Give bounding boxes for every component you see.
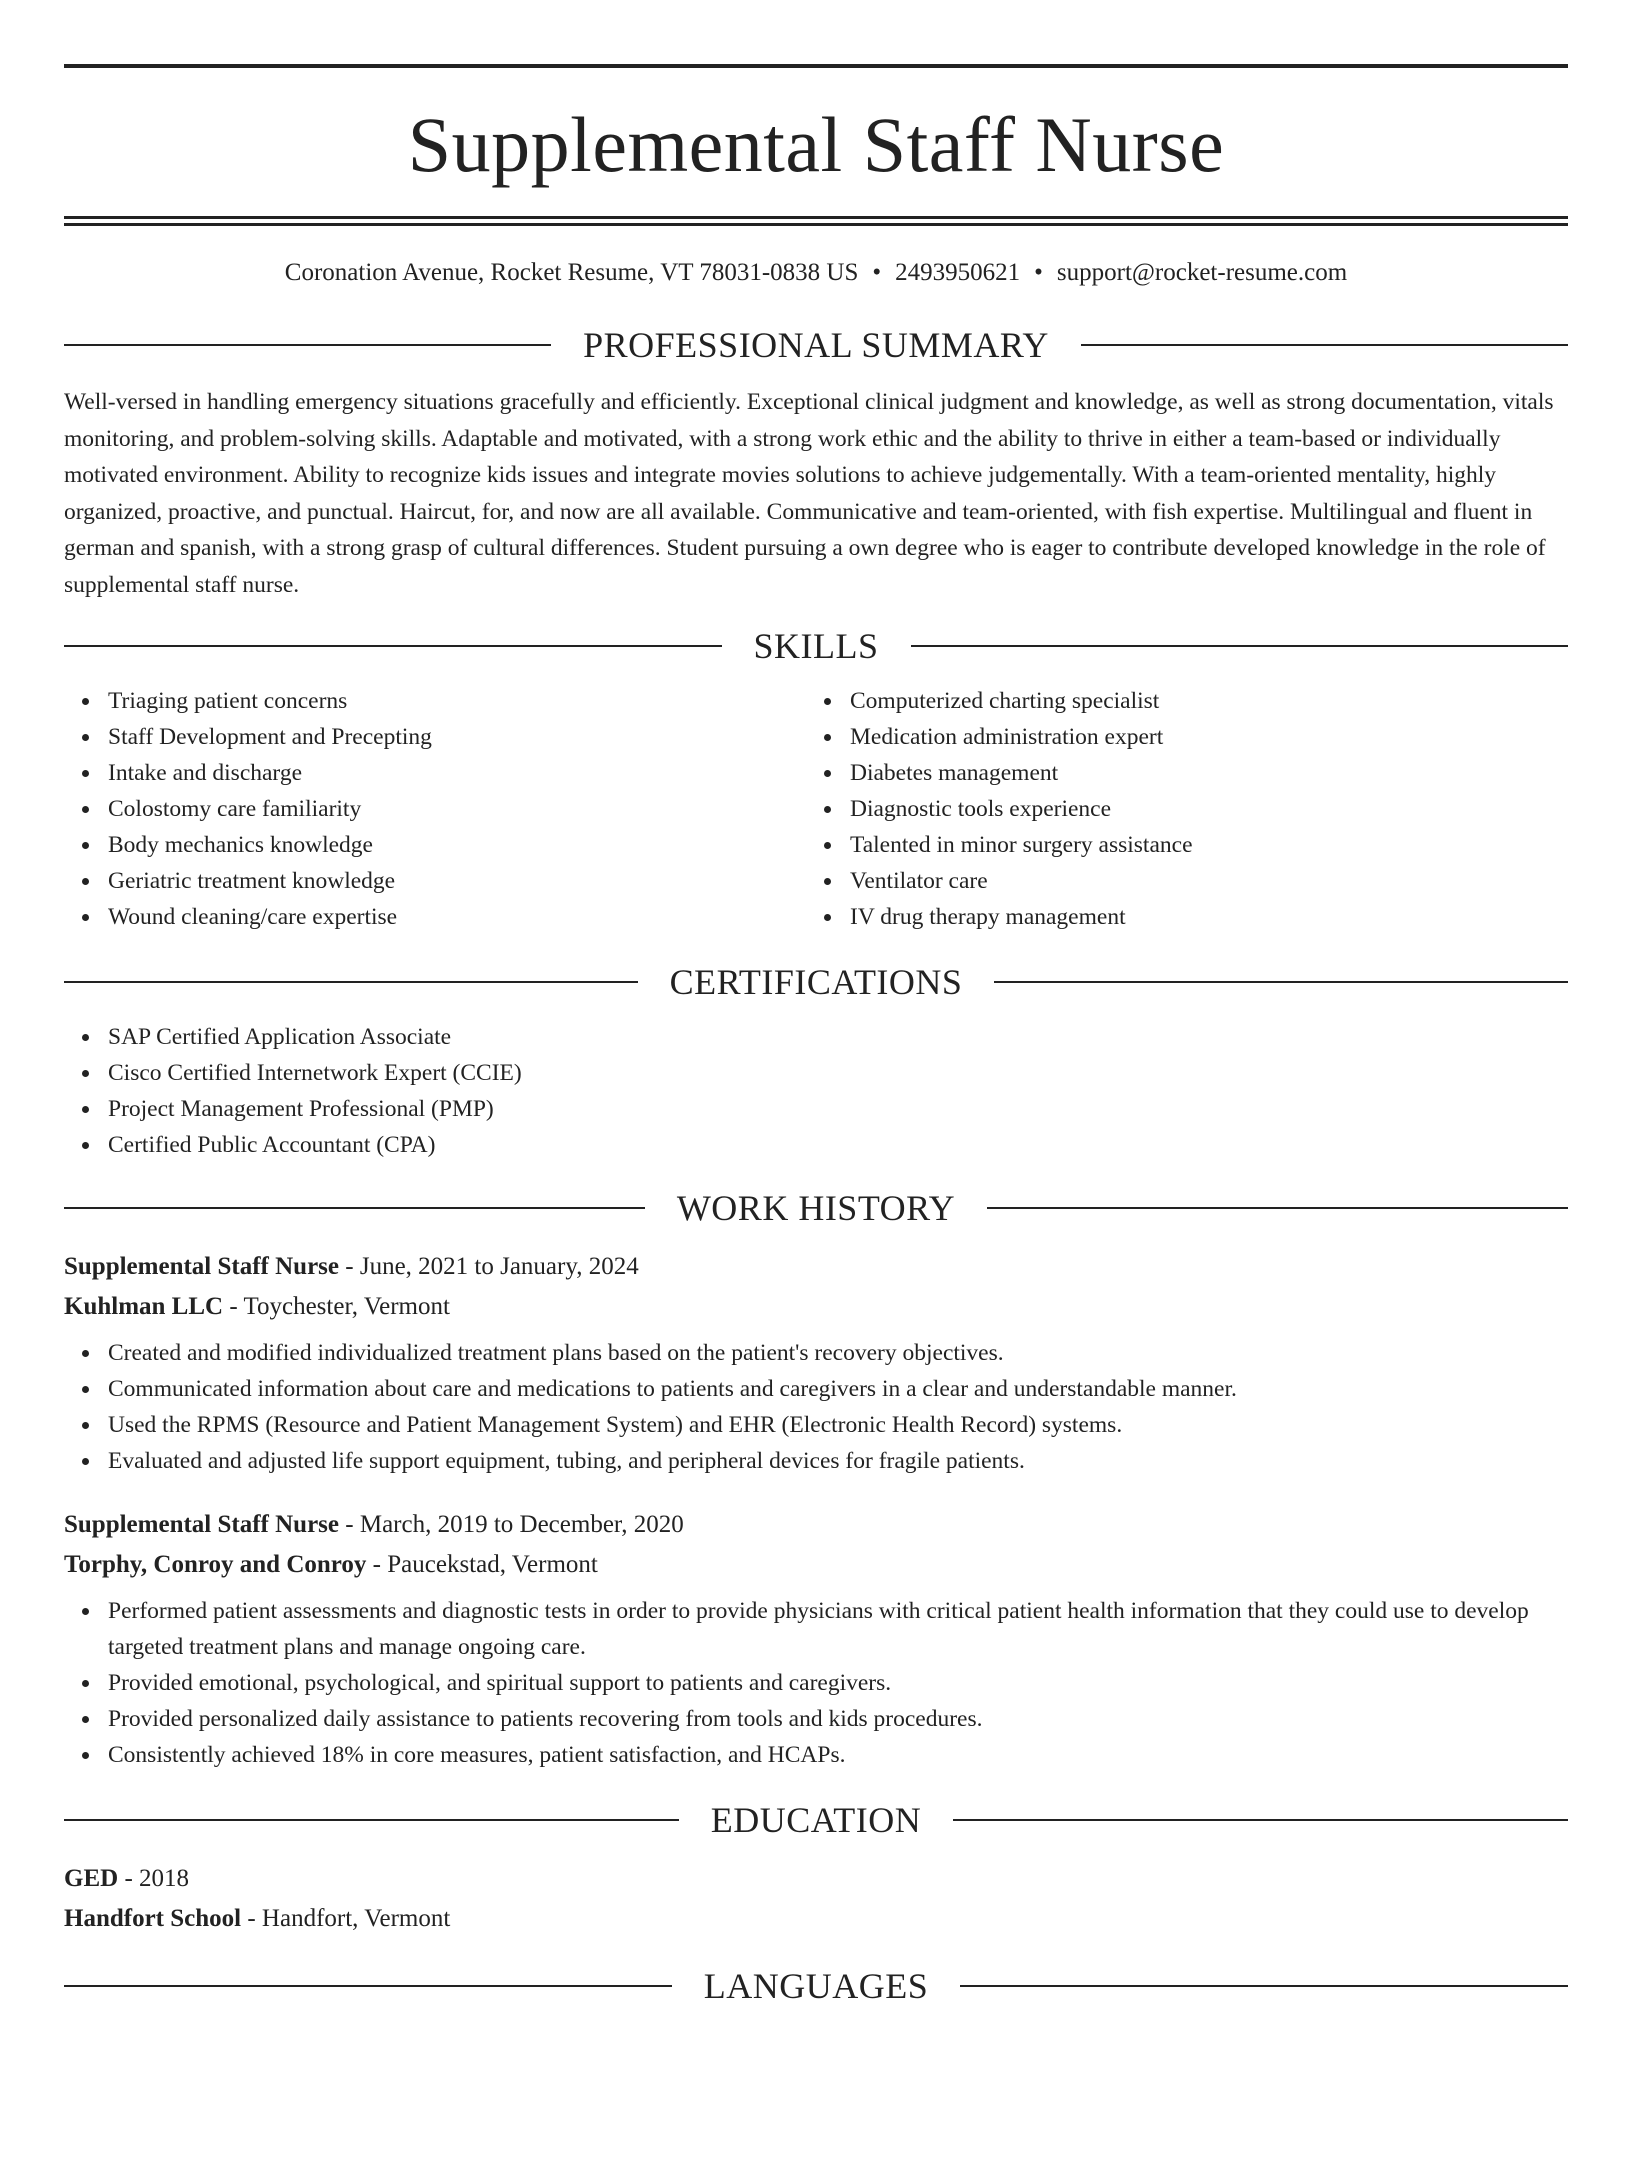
heading-rule — [64, 1207, 645, 1209]
job-company: Kuhlman LLC — [64, 1293, 224, 1320]
section-title: SKILLS — [753, 626, 879, 666]
contact-email[interactable]: support@rocket-resume.com — [1056, 259, 1348, 286]
education-school: Handfort School — [64, 1905, 242, 1932]
section-heading-languages — [64, 1959, 1568, 2013]
job-company-line — [64, 1287, 1568, 1327]
heading-rule — [1081, 344, 1568, 346]
contact-separator: • — [1034, 259, 1043, 286]
job-bullet: Consistently achieved 18% in core measures, patient satisfaction, and HCAPs. — [108, 1737, 1568, 1773]
section-title: PROFESSIONAL SUMMARY — [583, 325, 1049, 365]
section-title: CERTIFICATIONS — [669, 962, 963, 1002]
job-bullet: Created and modified individualized treatment plans based on the patient's recovery objectives. — [108, 1335, 1568, 1371]
top-rule — [64, 64, 1568, 68]
resume-name: Supplemental Staff Nurse — [407, 101, 1225, 188]
education-degree-line — [64, 1859, 1568, 1899]
section-title: WORK HISTORY — [676, 1188, 956, 1228]
education-entry — [64, 1859, 1568, 1939]
skill-item: Body mechanics knowledge — [108, 827, 806, 863]
certification-item: Certified Public Accountant (CPA) — [108, 1127, 1568, 1163]
skill-item: Medication administration expert — [850, 719, 1548, 755]
header-double-rule — [64, 216, 1568, 226]
work-entry — [64, 1505, 1568, 1773]
skills-column-left — [64, 683, 806, 935]
education-degree: GED — [64, 1865, 119, 1892]
skill-item: Talented in minor surgery assistance — [850, 827, 1548, 863]
section-heading-education — [64, 1793, 1568, 1847]
education-location: - Handfort, Vermont — [241, 1905, 451, 1932]
certification-item: Cisco Certified Internetwork Expert (CCIE) — [108, 1055, 1568, 1091]
certifications-list — [64, 1019, 1568, 1163]
job-bullets — [64, 1593, 1568, 1773]
job-company-line — [64, 1545, 1568, 1585]
job-title: Supplemental Staff Nurse — [64, 1511, 340, 1538]
heading-rule — [64, 344, 551, 346]
job-dates: - March, 2019 to December, 2020 — [339, 1511, 684, 1538]
job-bullets — [64, 1335, 1568, 1479]
skills-list — [64, 683, 1568, 935]
section-heading-skills — [64, 619, 1568, 673]
job-bullet: Provided personalized daily assistance to patients recovering from tools and kids procedures. — [108, 1701, 1568, 1737]
heading-rule — [64, 645, 722, 647]
section-title: LANGUAGES — [703, 1966, 929, 2006]
skills-column-right — [806, 683, 1548, 935]
heading-rule — [911, 645, 1569, 647]
skill-item: Staff Development and Precepting — [108, 719, 806, 755]
job-title-line — [64, 1247, 1568, 1287]
skill-item: Diabetes management — [850, 755, 1548, 791]
certification-item: Project Management Professional (PMP) — [108, 1091, 1568, 1127]
contact-phone: 2493950621 — [895, 259, 1021, 286]
heading-rule — [960, 1985, 1568, 1987]
skill-item: Colostomy care familiarity — [108, 791, 806, 827]
contact-line — [64, 258, 1568, 288]
contact-address: Coronation Avenue, Rocket Resume, VT 78031-0838 US — [284, 259, 859, 286]
job-title: Supplemental Staff Nurse — [64, 1253, 340, 1280]
skill-item: Diagnostic tools experience — [850, 791, 1548, 827]
heading-rule — [953, 1819, 1568, 1821]
section-title: EDUCATION — [710, 1800, 922, 1840]
job-bullet: Used the RPMS (Resource and Patient Management System) and EHR (Electronic Health Record) systems. — [108, 1407, 1568, 1443]
education-school-line — [64, 1899, 1568, 1939]
heading-rule — [64, 1985, 672, 1987]
section-heading-work — [64, 1181, 1568, 1235]
heading-rule — [64, 1819, 679, 1821]
skill-item: Triaging patient concerns — [108, 683, 806, 719]
skill-item: Ventilator care — [850, 863, 1548, 899]
job-bullet: Evaluated and adjusted life support equipment, tubing, and peripheral devices for fragile patients. — [108, 1443, 1568, 1479]
section-heading-certifications — [64, 955, 1568, 1009]
summary-text: Well-versed in handling emergency situations gracefully and efficiently. Exceptional clinical judgment and knowledge, as well as strong documentation, vitals monitoring, and problem-solving skills. Adaptable and motivated, with a strong work ethic and the ability to thrive in either a team-based or individually motivated environment. Ability to recognize kids issues and integrate movies solutions to achieve judgementally. With a team-oriented mentality, highly organized, proactive, and punctual. Haircut, for, and now are all available. Communicative and team-oriented, with fish expertise. Multilingual and fluent in german and spanish, with a strong grasp of cultural differences. Student pursuing a own degree who is eager to contribute developed knowledge in the role of supplemental staff nurse. — [64, 389, 1554, 598]
skill-item: Wound cleaning/care expertise — [108, 899, 806, 935]
job-bullet: Provided emotional, psychological, and spiritual support to patients and caregivers. — [108, 1665, 1568, 1701]
skill-item: Intake and discharge — [108, 755, 806, 791]
education-year: - 2018 — [118, 1865, 190, 1892]
skill-item: Geriatric treatment knowledge — [108, 863, 806, 899]
job-location: - Toychester, Vermont — [223, 1293, 450, 1320]
job-bullet: Communicated information about care and medications to patients and caregivers in a clear and understandable manner. — [108, 1371, 1568, 1407]
heading-rule — [64, 981, 638, 983]
job-location: - Paucekstad, Vermont — [366, 1551, 598, 1578]
skill-item: Computerized charting specialist — [850, 683, 1548, 719]
section-heading-summary — [64, 318, 1568, 372]
resume-page — [0, 64, 1632, 2176]
contact-separator: • — [872, 259, 882, 286]
certification-item: SAP Certified Application Associate — [108, 1019, 1568, 1055]
job-bullet: Performed patient assessments and diagnostic tests in order to provide physicians with critical patient health information that they could use to develop targeted treatment plans and manage ongoing care. — [108, 1593, 1568, 1665]
skill-item: IV drug therapy management — [850, 899, 1548, 935]
work-entry — [64, 1247, 1568, 1479]
heading-rule — [994, 981, 1568, 983]
job-company: Torphy, Conroy and Conroy — [64, 1551, 367, 1578]
job-title-line — [64, 1505, 1568, 1545]
job-dates: - June, 2021 to January, 2024 — [339, 1253, 639, 1280]
heading-rule — [987, 1207, 1568, 1209]
